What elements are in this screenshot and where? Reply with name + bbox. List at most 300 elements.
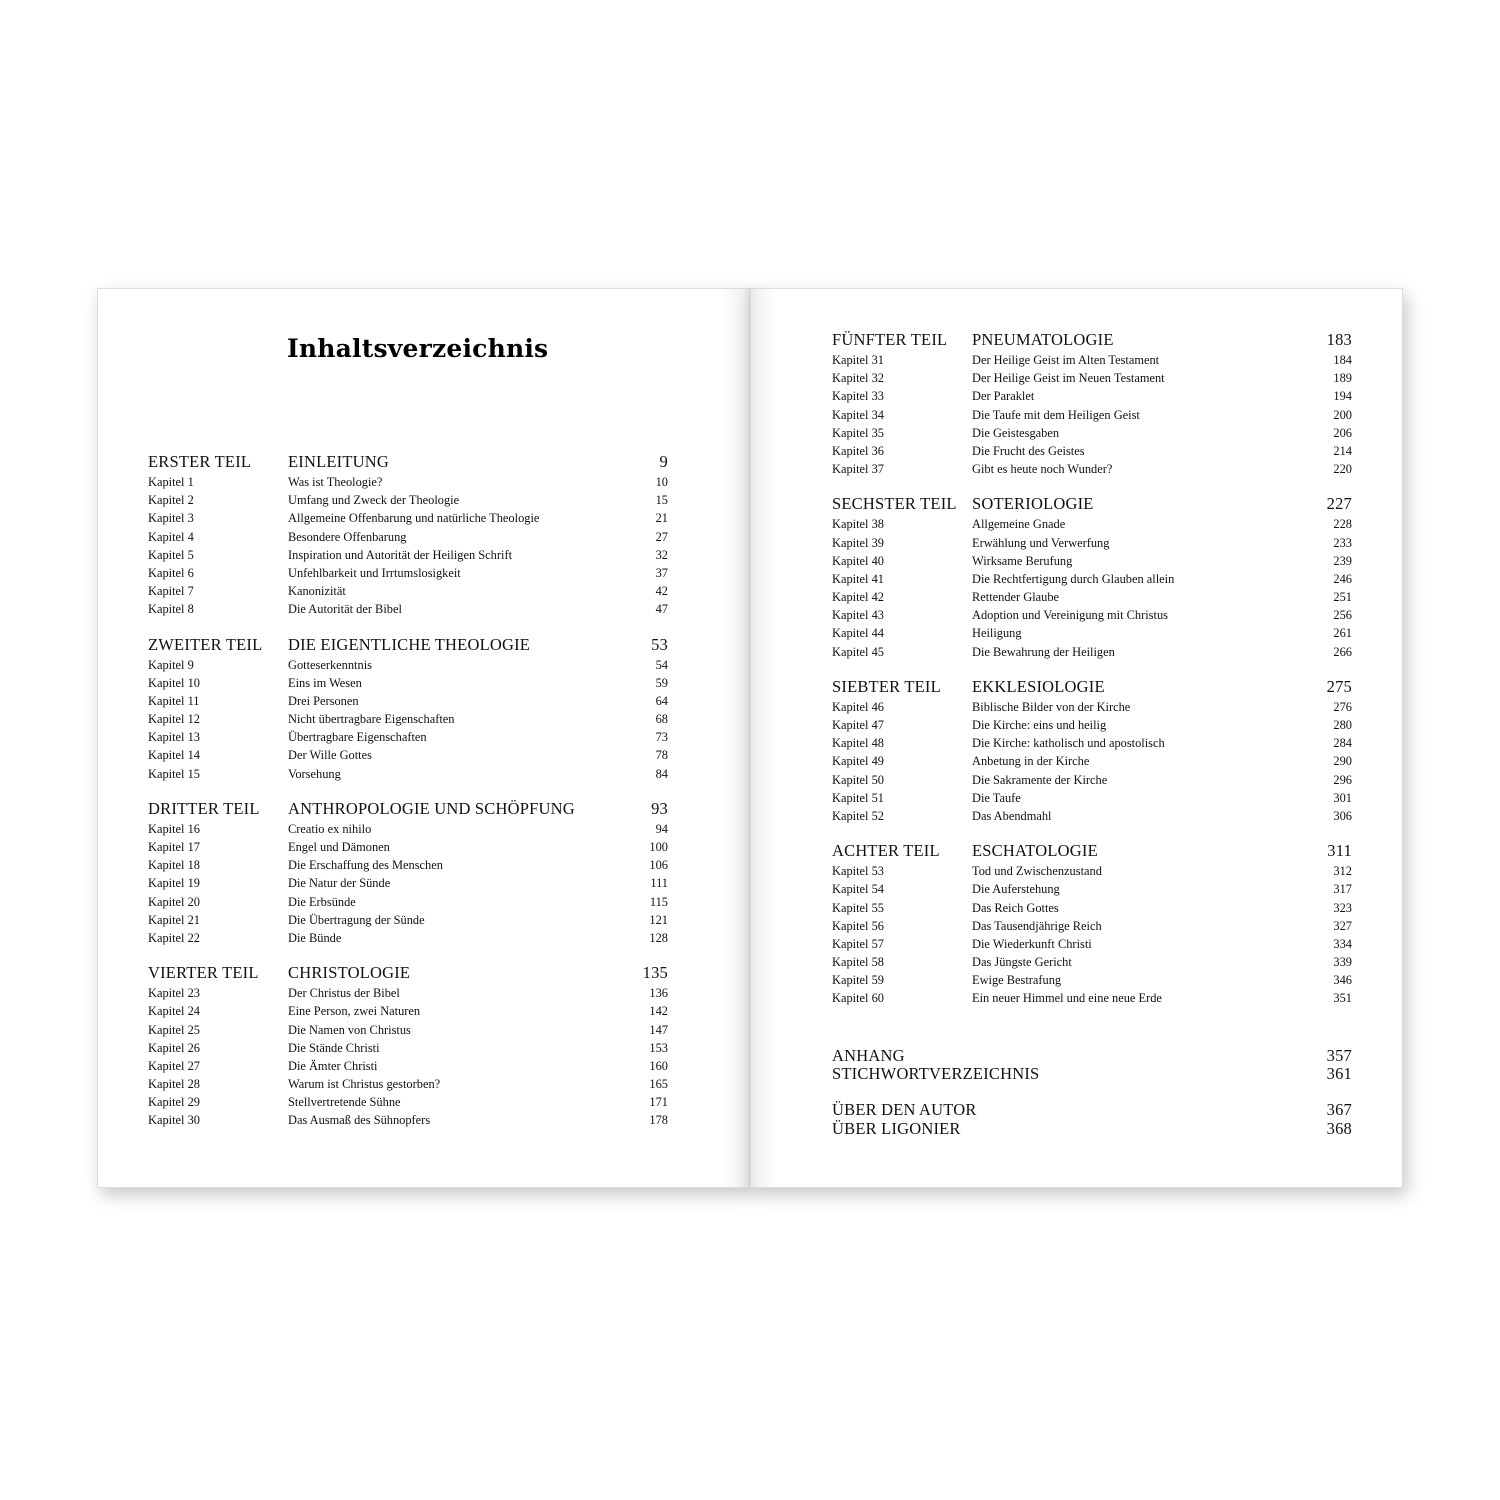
chapter-page-number: 153 xyxy=(649,1040,668,1055)
chapter-title: Übertragbare Eigenschaften xyxy=(288,730,427,745)
chapter-page-number: 184 xyxy=(1333,353,1352,367)
part-heading xyxy=(832,841,1352,864)
chapter-label: Kapitel 50 xyxy=(832,772,884,787)
chapter-label: Kapitel 2 xyxy=(148,493,194,508)
part-label: DRITTER TEIL xyxy=(148,798,260,818)
chapter-page-number: 115 xyxy=(649,894,668,909)
chapter-title: Die Bünde xyxy=(288,930,342,945)
appendix-label: ANHANG xyxy=(832,1045,905,1065)
chapter-title: Engel und Dämonen xyxy=(288,840,390,854)
chapter-label: Kapitel 41 xyxy=(832,571,884,586)
chapter-label: Kapitel 4 xyxy=(148,529,194,544)
chapter-page-number: 200 xyxy=(1333,407,1352,422)
chapter-page-number: 73 xyxy=(655,730,668,745)
chapter-label: Kapitel 37 xyxy=(832,462,884,477)
chapter-page-number: 59 xyxy=(655,675,668,690)
chapter-row xyxy=(148,676,668,694)
chapter-row xyxy=(148,840,668,858)
right-page xyxy=(750,288,1403,1188)
chapter-label: Kapitel 13 xyxy=(148,730,200,745)
chapter-page-number: 339 xyxy=(1333,955,1352,970)
part-heading xyxy=(832,677,1352,700)
chapter-page-number: 256 xyxy=(1333,608,1352,623)
chapter-row xyxy=(832,590,1352,608)
part-title: ANTHROPOLOGIE UND SCHÖPFUNG xyxy=(288,798,575,818)
chapter-page-number: 147 xyxy=(649,1022,668,1037)
chapter-title: Allgemeine Offenbarung und natürliche Theologie xyxy=(288,511,540,526)
chapter-row xyxy=(832,700,1352,718)
chapter-title: Die Natur der Sünde xyxy=(288,876,391,891)
chapter-title: Die Geistesgaben xyxy=(972,425,1060,440)
chapter-row xyxy=(832,444,1352,462)
chapter-page-number: 178 xyxy=(649,1113,668,1128)
chapter-row xyxy=(148,1041,668,1059)
chapter-row xyxy=(148,530,668,548)
appendix-group xyxy=(832,1100,1352,1137)
chapter-title: Das Jüngste Gericht xyxy=(972,955,1072,970)
chapter-page-number: 220 xyxy=(1333,462,1352,477)
chapter-title: Erwählung und Verwerfung xyxy=(972,535,1110,550)
chapter-title: Allgemeine Gnade xyxy=(972,517,1066,532)
chapter-row xyxy=(832,882,1352,900)
chapter-label: Kapitel 52 xyxy=(832,808,884,823)
chapter-label: Kapitel 60 xyxy=(832,991,884,1006)
chapter-row xyxy=(148,602,668,620)
chapter-title: Die Rechtfertigung durch Glauben allein xyxy=(972,571,1175,586)
chapter-page-number: 189 xyxy=(1333,371,1352,386)
chapter-title: Das Ausmaß des Sühnopfers xyxy=(288,1113,431,1128)
chapter-page-number: 106 xyxy=(649,858,668,873)
chapter-page-number: 142 xyxy=(649,1004,668,1019)
part-page-number: 135 xyxy=(642,963,668,983)
chapter-title: Heiligung xyxy=(972,626,1022,641)
chapter-page-number: 21 xyxy=(655,511,668,526)
chapter-title: Die Ämter Christi xyxy=(288,1058,378,1073)
chapter-page-number: 160 xyxy=(649,1058,668,1073)
chapter-label: Kapitel 16 xyxy=(148,821,200,836)
chapter-label: Kapitel 31 xyxy=(832,353,884,367)
chapter-row xyxy=(832,791,1352,809)
chapter-title: Rettender Glaube xyxy=(972,590,1060,605)
chapter-title: Adoption und Vereinigung mit Christus xyxy=(972,608,1168,623)
chapter-label: Kapitel 24 xyxy=(148,1004,200,1019)
chapter-label: Kapitel 40 xyxy=(832,553,884,568)
chapter-title: Ewige Bestrafung xyxy=(972,973,1062,988)
page-title: Inhaltsverzeichnis xyxy=(287,334,549,363)
chapter-title: Was ist Theologie? xyxy=(288,475,383,489)
chapter-label: Kapitel 19 xyxy=(148,876,200,891)
chapter-row xyxy=(832,408,1352,426)
toc-left-column xyxy=(148,452,668,1146)
chapter-row xyxy=(832,773,1352,791)
chapter-label: Kapitel 42 xyxy=(832,590,884,605)
chapter-label: Kapitel 44 xyxy=(832,626,884,641)
chapter-page-number: 327 xyxy=(1333,918,1352,933)
chapter-row xyxy=(832,462,1352,480)
chapter-title: Die Autorität der Bibel xyxy=(288,602,402,617)
chapter-row xyxy=(148,913,668,931)
chapter-row xyxy=(148,822,668,840)
chapter-page-number: 280 xyxy=(1333,718,1352,732)
toc-part xyxy=(148,635,668,785)
chapter-row xyxy=(832,991,1352,1009)
chapter-label: Kapitel 53 xyxy=(832,864,884,879)
chapter-title: Der Wille Gottes xyxy=(288,748,372,763)
toc-part xyxy=(148,452,668,621)
part-title: DIE EIGENTLICHE THEOLOGIE xyxy=(288,634,531,654)
chapter-page-number: 27 xyxy=(655,529,668,544)
chapter-title: Vorsehung xyxy=(288,766,341,781)
appendix-page-number: 357 xyxy=(1326,1045,1352,1065)
chapter-label: Kapitel 18 xyxy=(148,858,200,873)
chapter-label: Kapitel 25 xyxy=(148,1022,200,1037)
chapter-label: Kapitel 21 xyxy=(148,912,200,927)
chapter-page-number: 284 xyxy=(1333,736,1352,751)
chapter-row xyxy=(148,566,668,584)
chapter-row xyxy=(832,864,1352,882)
chapter-row xyxy=(832,536,1352,554)
chapter-label: Kapitel 57 xyxy=(832,936,884,951)
chapter-label: Kapitel 12 xyxy=(148,712,200,727)
chapter-label: Kapitel 43 xyxy=(832,608,884,623)
chapter-page-number: 64 xyxy=(655,693,668,708)
chapter-page-number: 214 xyxy=(1333,443,1352,458)
chapter-title: Die Taufe xyxy=(972,790,1021,805)
part-label: SIEBTER TEIL xyxy=(832,676,941,696)
part-page-number: 93 xyxy=(651,798,668,818)
part-heading xyxy=(832,330,1352,353)
chapter-row xyxy=(832,554,1352,572)
toc-part xyxy=(832,330,1352,480)
chapter-page-number: 228 xyxy=(1333,517,1352,532)
chapter-page-number: 312 xyxy=(1333,864,1352,879)
chapter-title: Stellvertretende Sühne xyxy=(288,1095,401,1110)
chapter-page-number: 266 xyxy=(1333,644,1352,659)
part-page-number: 227 xyxy=(1326,494,1352,514)
chapter-label: Kapitel 58 xyxy=(832,955,884,970)
part-label: VIERTER TEIL xyxy=(148,963,259,983)
chapter-row xyxy=(148,548,668,566)
chapter-page-number: 296 xyxy=(1333,772,1352,787)
appendix-row xyxy=(832,1119,1352,1137)
appendix-page-number: 361 xyxy=(1326,1063,1352,1083)
chapter-title: Die Übertragung der Sünde xyxy=(288,912,425,927)
chapter-page-number: 10 xyxy=(655,475,668,489)
chapter-page-number: 233 xyxy=(1333,535,1352,550)
chapter-page-number: 206 xyxy=(1333,425,1352,440)
chapter-row xyxy=(148,658,668,676)
chapter-title: Gibt es heute noch Wunder? xyxy=(972,462,1113,477)
chapter-page-number: 84 xyxy=(655,766,668,781)
chapter-page-number: 165 xyxy=(649,1077,668,1092)
part-label: ZWEITER TEIL xyxy=(148,634,263,654)
chapter-page-number: 306 xyxy=(1333,808,1352,823)
chapter-label: Kapitel 26 xyxy=(148,1040,200,1055)
chapter-page-number: 351 xyxy=(1333,991,1352,1006)
appendix-row xyxy=(832,1046,1352,1064)
chapter-label: Kapitel 49 xyxy=(832,754,884,769)
appendix-label: ÜBER LIGONIER xyxy=(832,1118,961,1138)
chapter-title: Anbetung in der Kirche xyxy=(972,754,1090,769)
chapter-label: Kapitel 14 xyxy=(148,748,200,763)
chapter-row xyxy=(148,1113,668,1131)
chapter-title: Die Namen von Christus xyxy=(288,1022,411,1037)
toc-part xyxy=(832,494,1352,663)
chapter-page-number: 246 xyxy=(1333,571,1352,586)
chapter-title: Das Tausendjährige Reich xyxy=(972,918,1102,933)
chapter-title: Umfang und Zweck der Theologie xyxy=(288,493,460,508)
part-label: FÜNFTER TEIL xyxy=(832,330,948,349)
chapter-page-number: 68 xyxy=(655,712,668,727)
chapter-label: Kapitel 8 xyxy=(148,602,194,617)
chapter-row xyxy=(148,511,668,529)
chapter-title: Creatio ex nihilo xyxy=(288,821,372,836)
chapter-title: Das Reich Gottes xyxy=(972,900,1059,915)
chapter-page-number: 100 xyxy=(649,840,668,854)
chapter-row xyxy=(148,1004,668,1022)
chapter-row xyxy=(832,517,1352,535)
chapter-row xyxy=(148,493,668,511)
appendix-page-number: 367 xyxy=(1326,1100,1352,1120)
chapter-row xyxy=(148,767,668,785)
chapter-label: Kapitel 20 xyxy=(148,894,200,909)
chapter-row xyxy=(832,937,1352,955)
chapter-label: Kapitel 29 xyxy=(148,1095,200,1110)
chapter-page-number: 136 xyxy=(649,986,668,1001)
chapter-label: Kapitel 35 xyxy=(832,425,884,440)
chapter-label: Kapitel 6 xyxy=(148,565,194,580)
chapter-title: Die Frucht des Geistes xyxy=(972,443,1085,458)
chapter-label: Kapitel 22 xyxy=(148,930,200,945)
chapter-page-number: 261 xyxy=(1333,626,1352,641)
chapter-row xyxy=(148,730,668,748)
chapter-label: Kapitel 7 xyxy=(148,584,194,599)
part-title: EINLEITUNG xyxy=(288,452,389,471)
chapter-row xyxy=(832,809,1352,827)
part-heading xyxy=(148,635,668,658)
chapter-title: Die Kirche: eins und heilig xyxy=(972,718,1107,732)
part-label: ACHTER TEIL xyxy=(832,841,940,861)
chapter-title: Gotteserkenntnis xyxy=(288,657,372,672)
chapter-page-number: 37 xyxy=(655,565,668,580)
chapter-row xyxy=(832,371,1352,389)
chapter-title: Der Paraklet xyxy=(972,389,1035,404)
part-heading xyxy=(832,494,1352,517)
chapter-title: Die Auferstehung xyxy=(972,882,1060,897)
appendix-row xyxy=(832,1100,1352,1118)
chapter-label: Kapitel 45 xyxy=(832,644,884,659)
chapter-title: Der Heilige Geist im Neuen Testament xyxy=(972,371,1165,386)
chapter-page-number: 94 xyxy=(655,821,668,836)
book-spread xyxy=(97,288,1403,1188)
chapter-title: Der Heilige Geist im Alten Testament xyxy=(972,353,1160,367)
chapter-title: Eins im Wesen xyxy=(288,675,362,690)
chapter-row xyxy=(832,955,1352,973)
chapter-row xyxy=(832,353,1352,371)
chapter-label: Kapitel 59 xyxy=(832,973,884,988)
part-label: ERSTER TEIL xyxy=(148,452,252,471)
chapter-label: Kapitel 3 xyxy=(148,511,194,526)
chapter-label: Kapitel 48 xyxy=(832,736,884,751)
chapter-page-number: 15 xyxy=(655,493,668,508)
chapter-page-number: 276 xyxy=(1333,699,1352,714)
part-page-number: 183 xyxy=(1326,330,1352,349)
chapter-title: Ein neuer Himmel und eine neue Erde xyxy=(972,991,1162,1006)
appendix-group xyxy=(832,1046,1352,1083)
chapter-row xyxy=(148,895,668,913)
chapter-row xyxy=(148,858,668,876)
chapter-row xyxy=(832,901,1352,919)
chapter-title: Die Taufe mit dem Heiligen Geist xyxy=(972,407,1140,422)
chapter-title: Die Erbsünde xyxy=(288,894,356,909)
chapter-label: Kapitel 39 xyxy=(832,535,884,550)
chapter-label: Kapitel 30 xyxy=(148,1113,200,1128)
chapter-page-number: 251 xyxy=(1333,590,1352,605)
chapter-title: Die Kirche: katholisch und apostolisch xyxy=(972,736,1165,751)
chapter-label: Kapitel 10 xyxy=(148,675,200,690)
appendix-label: STICHWORTVERZEICHNIS xyxy=(832,1063,1040,1083)
chapter-row xyxy=(832,389,1352,407)
chapter-label: Kapitel 11 xyxy=(148,693,200,708)
chapter-label: Kapitel 33 xyxy=(832,389,884,404)
chapter-label: Kapitel 15 xyxy=(148,766,200,781)
chapter-title: Die Wiederkunft Christi xyxy=(972,936,1092,951)
chapter-row xyxy=(148,1023,668,1041)
chapter-label: Kapitel 9 xyxy=(148,657,194,672)
chapter-page-number: 111 xyxy=(650,876,668,891)
chapter-label: Kapitel 32 xyxy=(832,371,884,386)
chapter-page-number: 78 xyxy=(655,748,668,763)
chapter-label: Kapitel 54 xyxy=(832,882,884,897)
part-label: SECHSTER TEIL xyxy=(832,494,957,514)
chapter-label: Kapitel 38 xyxy=(832,517,884,532)
chapter-row xyxy=(832,426,1352,444)
chapter-row xyxy=(148,931,668,949)
chapter-row xyxy=(148,1077,668,1095)
chapter-row xyxy=(832,919,1352,937)
chapter-title: Unfehlbarkeit und Irrtumslosigkeit xyxy=(288,565,461,580)
chapter-label: Kapitel 17 xyxy=(148,840,200,854)
chapter-page-number: 301 xyxy=(1333,790,1352,805)
left-page xyxy=(97,288,750,1188)
chapter-page-number: 47 xyxy=(655,602,668,617)
chapter-row xyxy=(148,748,668,766)
chapter-title: Inspiration und Autorität der Heiligen Schrift xyxy=(288,547,513,562)
toc-part xyxy=(832,841,1352,1010)
chapter-label: Kapitel 5 xyxy=(148,547,194,562)
toc-part xyxy=(832,677,1352,827)
chapter-row xyxy=(148,694,668,712)
chapter-page-number: 290 xyxy=(1333,754,1352,769)
chapter-row xyxy=(148,876,668,894)
chapter-page-number: 128 xyxy=(649,930,668,945)
chapter-label: Kapitel 46 xyxy=(832,699,884,714)
chapter-title: Besondere Offenbarung xyxy=(288,529,407,544)
chapter-row xyxy=(148,986,668,1004)
part-heading xyxy=(148,963,668,986)
part-page-number: 275 xyxy=(1326,676,1352,696)
chapter-title: Nicht übertragbare Eigenschaften xyxy=(288,712,455,727)
chapter-row xyxy=(832,736,1352,754)
chapter-row xyxy=(148,584,668,602)
appendix-page-number: 368 xyxy=(1326,1118,1352,1138)
appendix-block xyxy=(832,1046,1352,1137)
chapter-page-number: 346 xyxy=(1333,973,1352,988)
chapter-page-number: 171 xyxy=(649,1095,668,1110)
appendix-label: ÜBER DEN AUTOR xyxy=(832,1100,977,1120)
chapter-title: Der Christus der Bibel xyxy=(288,986,400,1001)
chapter-label: Kapitel 28 xyxy=(148,1077,200,1092)
chapter-title: Die Bewahrung der Heiligen xyxy=(972,644,1115,659)
chapter-label: Kapitel 51 xyxy=(832,790,884,805)
chapter-page-number: 42 xyxy=(655,584,668,599)
chapter-label: Kapitel 1 xyxy=(148,475,194,489)
chapter-row xyxy=(832,754,1352,772)
chapter-row xyxy=(832,645,1352,663)
part-title: SOTERIOLOGIE xyxy=(972,494,1094,514)
part-title: EKKLESIOLOGIE xyxy=(972,676,1105,696)
chapter-title: Die Stände Christi xyxy=(288,1040,380,1055)
chapter-row xyxy=(832,572,1352,590)
chapter-title: Wirksame Berufung xyxy=(972,553,1073,568)
toc-right-column xyxy=(832,330,1352,1155)
toc-part xyxy=(148,963,668,1132)
chapter-page-number: 194 xyxy=(1333,389,1352,404)
chapter-title: Biblische Bilder von der Kirche xyxy=(972,699,1131,714)
chapter-label: Kapitel 56 xyxy=(832,918,884,933)
chapter-page-number: 239 xyxy=(1333,553,1352,568)
chapter-page-number: 323 xyxy=(1333,900,1352,915)
chapter-label: Kapitel 34 xyxy=(832,407,884,422)
chapter-row xyxy=(832,718,1352,736)
chapter-title: Warum ist Christus gestorben? xyxy=(288,1077,441,1092)
chapter-label: Kapitel 36 xyxy=(832,443,884,458)
chapter-label: Kapitel 23 xyxy=(148,986,200,1001)
chapter-label: Kapitel 47 xyxy=(832,718,884,732)
chapter-page-number: 121 xyxy=(649,912,668,927)
chapter-row xyxy=(148,712,668,730)
chapter-label: Kapitel 27 xyxy=(148,1058,200,1073)
chapter-title: Die Erschaffung des Menschen xyxy=(288,858,443,873)
part-page-number: 311 xyxy=(1327,841,1352,861)
appendix-row xyxy=(832,1064,1352,1082)
chapter-row xyxy=(148,1059,668,1077)
chapter-title: Eine Person, zwei Naturen xyxy=(288,1004,421,1019)
part-page-number: 53 xyxy=(651,634,668,654)
chapter-page-number: 32 xyxy=(655,547,668,562)
chapter-page-number: 334 xyxy=(1333,936,1352,951)
part-title: PNEUMATOLOGIE xyxy=(972,330,1114,349)
chapter-row xyxy=(832,973,1352,991)
chapter-page-number: 317 xyxy=(1333,882,1352,897)
chapter-title: Drei Personen xyxy=(288,693,359,708)
chapter-row xyxy=(832,608,1352,626)
chapter-title: Das Abendmahl xyxy=(972,808,1052,823)
part-title: CHRISTOLOGIE xyxy=(288,963,411,983)
chapter-title: Tod und Zwischenzustand xyxy=(972,864,1102,879)
part-heading xyxy=(148,452,668,475)
chapter-title: Kanonizität xyxy=(288,584,346,599)
chapter-label: Kapitel 55 xyxy=(832,900,884,915)
part-heading xyxy=(148,799,668,822)
chapter-title: Die Sakramente der Kirche xyxy=(972,772,1108,787)
part-title: ESCHATOLOGIE xyxy=(972,841,1098,861)
chapter-page-number: 54 xyxy=(655,657,668,672)
chapter-row xyxy=(148,475,668,493)
toc-part xyxy=(148,799,668,949)
toc-right-parts xyxy=(832,330,1352,1010)
part-page-number: 9 xyxy=(659,452,668,471)
